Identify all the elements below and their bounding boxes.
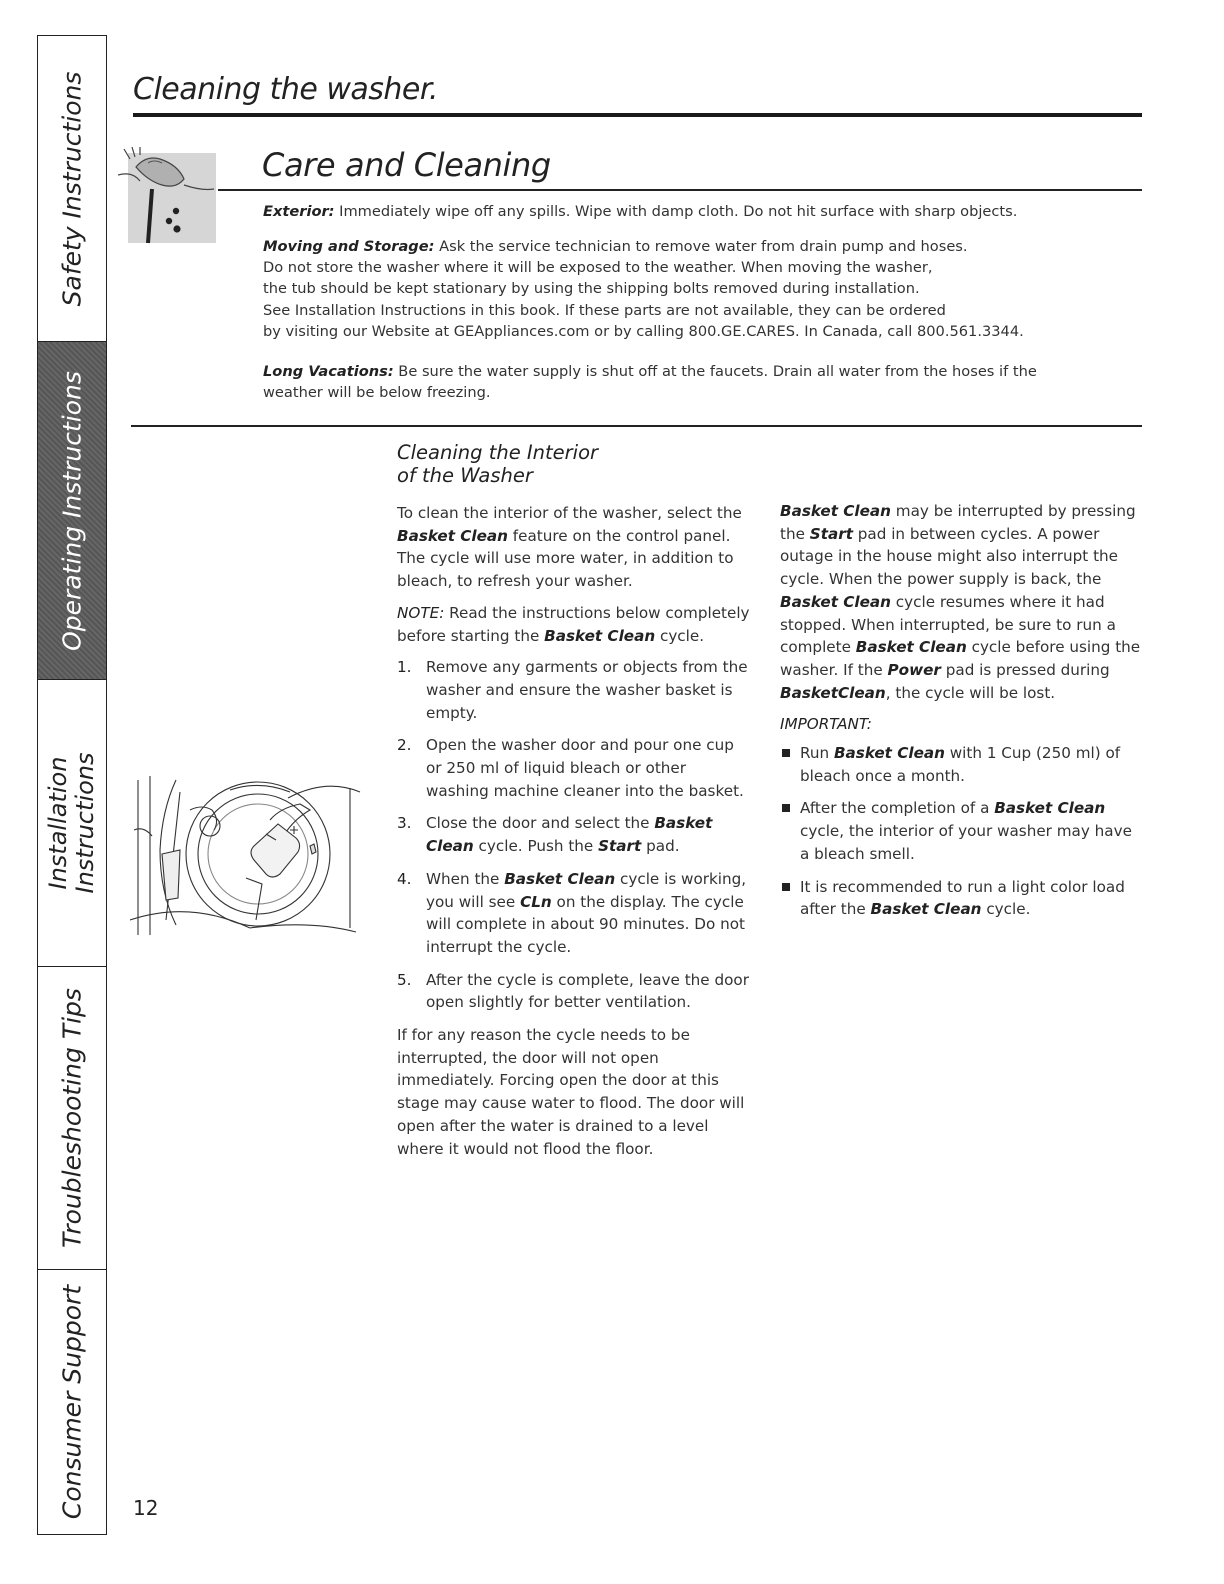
moving-line2: Do not store the washer where it will be exposed to the weather. When moving the washer, — [263, 259, 933, 277]
moving-line1: Ask the service technician to remove water from drain pump and hoses. — [434, 238, 968, 255]
tab-troubleshooting-tips-label: Troubleshooting Tips — [57, 988, 87, 1248]
note-paragraph — [397, 602, 752, 647]
interior-heading-line1: Cleaning the Interior — [397, 441, 599, 464]
tab-consumer-support[interactable] — [38, 1270, 106, 1534]
interior-heading-line2: of the Washer — [397, 464, 533, 487]
basket-clean-term: Basket Clean — [504, 869, 616, 888]
title-divider — [133, 113, 1142, 117]
bullet-1 — [780, 742, 1145, 787]
important-label: IMPORTANT: — [780, 715, 872, 734]
step-4 — [397, 868, 752, 959]
exterior-label: Exterior: — [263, 203, 335, 220]
basket-clean-interrupt-paragraph — [780, 500, 1145, 704]
bullet-3 — [780, 876, 1145, 921]
step-1 — [397, 656, 752, 724]
step-text: on the display. The cycle will complete in about 90 minutes. Do not interrupt the cycle. — [426, 892, 745, 956]
bullet-text: It is recommended to run a light color load after the — [800, 877, 1125, 919]
bullet-text: cycle. — [981, 900, 1031, 919]
care-and-cleaning-title: Care and Cleaning — [262, 146, 551, 184]
vacation-line2: weather will be below freezing. — [263, 384, 491, 402]
step-text: cycle. Push the — [473, 837, 599, 856]
moving-line4: See Installation Instructions in this book. If these parts are not available, they can be ordered — [263, 301, 946, 319]
col2-text: pad is pressed during — [940, 660, 1110, 679]
step-text: When the — [426, 869, 505, 888]
tab-safety-instructions[interactable] — [38, 36, 106, 342]
tab-installation-instructions-label — [45, 753, 99, 894]
step-number: 4. — [397, 869, 412, 888]
bullet-text: with 1 Cup (250 ml) of bleach once a month. — [800, 744, 1121, 785]
page-number: 12 — [133, 1496, 159, 1520]
step-number: 5. — [397, 970, 412, 989]
bullet-text: cycle, the interior of your washer may have a bleach smell. — [800, 822, 1132, 863]
basket-clean-term: Basket Clean — [994, 799, 1106, 818]
power-pad-term: Power — [887, 660, 941, 679]
basket-clean-term: Basket Clean — [870, 900, 982, 919]
interior-column-1 — [397, 502, 752, 1169]
exterior-text: Immediately wipe off any spills. Wipe with damp cloth. Do not hit surface with sharp objects. — [334, 203, 1018, 220]
col2-text: , the cycle will be lost. — [885, 683, 1056, 702]
note-text-a: Read the instructions below completely before starting the — [397, 603, 750, 645]
basket-clean-term: Basket Clean — [780, 502, 891, 520]
step-text: pad. — [641, 837, 680, 856]
basket-clean-term: Basket Clean — [544, 626, 656, 645]
interior-cleaning-heading — [397, 441, 598, 487]
start-pad-term: Start — [809, 524, 853, 543]
tab-operating-instructions-label: Operating Instructions — [57, 370, 87, 651]
basket-clean-term: Basket Clean — [780, 592, 891, 611]
interrupt-paragraph: If for any reason the cycle needs to be interrupted, the door will not open immediately. Forcing open the door at this stage may cause water to flood. The door will open after the water is drained to a level where it would not flood the floor. — [397, 1026, 745, 1158]
bullet-text: After the completion of a — [800, 799, 995, 818]
tab-troubleshooting-tips[interactable] — [38, 967, 106, 1270]
intro-paragraph — [397, 502, 752, 593]
tab-installation-instructions[interactable] — [38, 680, 106, 967]
long-vacations-label: Long Vacations: — [263, 363, 394, 380]
washer-drum-bleach-illustration — [130, 770, 362, 935]
moving-line5: by visiting our Website at GEAppliances.com or by calling 800.GE.CARES. In Canada, call 800.561.3344. — [263, 322, 1024, 340]
step-text: cycle is working, you will see — [426, 869, 747, 911]
moving-storage-label: Moving and Storage: — [263, 238, 435, 255]
page-title: Cleaning the washer. — [133, 72, 438, 107]
moving-line3: the tub should be kept stationary by using the shipping bolts removed during installation. — [263, 280, 920, 298]
step-text: Close the door and select the — [426, 814, 655, 833]
vacation-line1: Be sure the water supply is shut off at the faucets. Drain all water from the hoses if the — [393, 363, 1037, 380]
bullet-2 — [780, 797, 1145, 865]
step-5 — [397, 969, 752, 1014]
long-vacations-paragraph — [263, 361, 1143, 403]
cln-display-code: CLn — [520, 892, 552, 911]
step-text: After the cycle is complete, leave the door open slightly for better ventilation. — [426, 970, 749, 1012]
section-divider — [131, 425, 1142, 427]
tab-installation-line1: Installation — [44, 756, 72, 890]
basket-clean-term: Basket Clean — [397, 526, 508, 545]
intro-text-a: To clean the interior of the washer, select the — [397, 504, 742, 522]
tab-operating-instructions[interactable] — [38, 342, 106, 680]
step-number: 3. — [397, 814, 412, 833]
col2-text: may be interrupted by pressing the — [780, 502, 1136, 543]
bullet-square-icon — [782, 883, 790, 891]
steps-list — [397, 656, 752, 1014]
bullet-square-icon — [782, 804, 790, 812]
tab-installation-line2: Instructions — [71, 752, 99, 894]
side-tabs — [37, 35, 107, 1535]
exterior-paragraph — [263, 201, 1143, 222]
tab-consumer-support-label: Consumer Support — [57, 1284, 87, 1520]
basket-clean-term: Basket Clean — [855, 638, 967, 657]
basket-clean-term: Basket Clean — [833, 744, 945, 763]
bullet-text: Run — [800, 744, 834, 763]
basketclean-term: BasketClean — [780, 683, 886, 702]
bullet-square-icon — [782, 749, 790, 757]
step-number: 2. — [397, 736, 412, 755]
col2-text: cycle resumes where it had stopped. When interrupted, be sure to run a complete — [780, 592, 1116, 657]
note-label: NOTE: — [397, 603, 445, 622]
step-text: Remove any garments or objects from the washer and ensure the washer basket is empty. — [426, 658, 748, 722]
intro-text-b: feature on the control panel. The cycle will use more water, in addition to bleach, to refresh your washer. — [397, 526, 734, 591]
interior-column-2 — [780, 500, 1145, 931]
important-bullets — [780, 742, 1145, 921]
step-2 — [397, 734, 752, 802]
note-text-b: cycle. — [655, 626, 705, 645]
step-text: Open the washer door and pour one cup or 250 ml of liquid bleach or other washing machine cleaner into the basket. — [426, 736, 744, 800]
sponge-wipe-icon — [118, 145, 218, 250]
col2-text: pad in between cycles. A power outage in the house might also interrupt the cycle. When the power supply is back, the — [780, 524, 1119, 589]
tab-safety-instructions-label: Safety Instructions — [57, 71, 87, 306]
basket-clean-term: Basket Clean — [426, 814, 713, 856]
moving-storage-paragraph — [263, 236, 1143, 342]
step-3 — [397, 812, 752, 857]
start-pad-term: Start — [598, 837, 642, 856]
care-divider — [218, 189, 1142, 191]
col2-text: cycle before using the washer. If the — [780, 638, 1141, 679]
step-number: 1. — [397, 658, 412, 677]
